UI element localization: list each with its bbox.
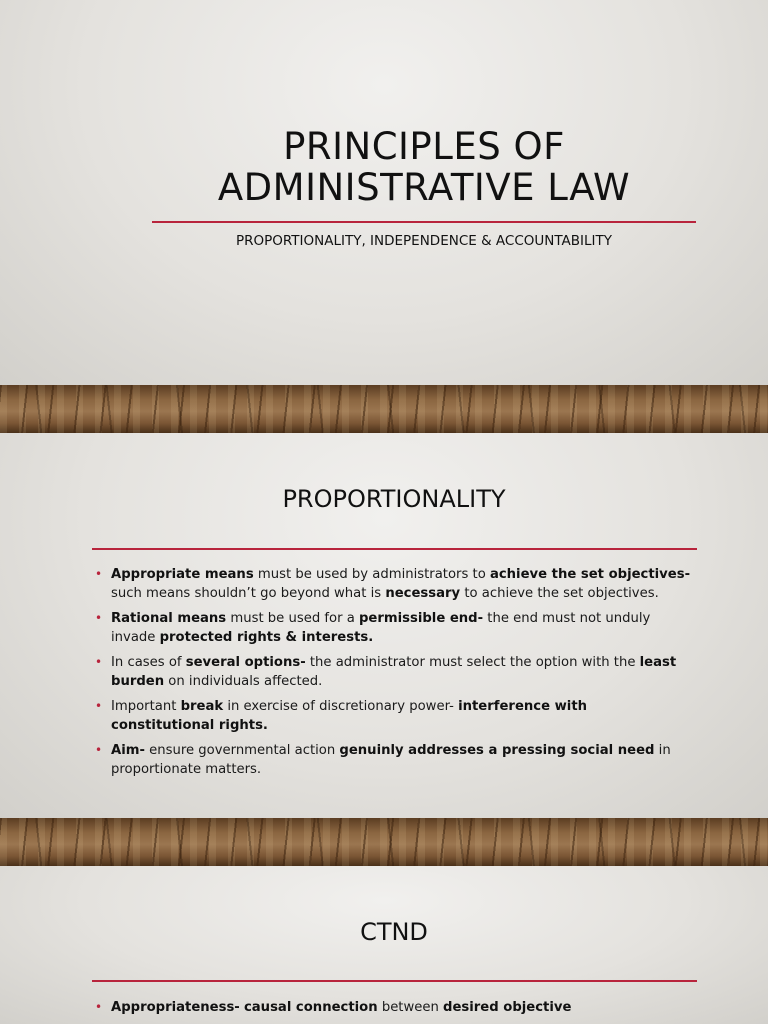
bullet-item bbox=[92, 653, 692, 691]
slide-title: PROPORTIONALITY bbox=[282, 485, 506, 513]
bullet-item bbox=[92, 741, 692, 779]
bullet-text: between bbox=[377, 1000, 444, 1015]
bullet-item bbox=[92, 697, 692, 735]
wood-floor-divider bbox=[0, 385, 768, 433]
bullet-icon: • bbox=[95, 567, 103, 581]
title-divider bbox=[92, 548, 697, 550]
bullet-item bbox=[92, 565, 692, 603]
bullet-emphasis: desired objective bbox=[443, 1000, 572, 1015]
bullet-text: the administrator must select the option with the bbox=[305, 655, 640, 670]
bullet-icon: • bbox=[95, 655, 103, 669]
slide-title: CTND bbox=[360, 918, 428, 946]
title-divider bbox=[92, 980, 697, 982]
bullet-emphasis: several options- bbox=[185, 655, 306, 670]
bullet-emphasis: Appropriate means bbox=[111, 567, 254, 582]
bullet-emphasis: Aim- bbox=[111, 743, 145, 758]
bullet-emphasis: necessary bbox=[385, 586, 461, 601]
bullet-emphasis: least burden bbox=[111, 655, 677, 689]
bullet-text: on individuals affected. bbox=[164, 674, 323, 689]
bullet-emphasis: permissible end- bbox=[358, 611, 484, 626]
bullet-text: ensure governmental action bbox=[144, 743, 340, 758]
wood-floor-divider bbox=[0, 818, 768, 866]
bullet-list bbox=[92, 998, 692, 1023]
bullet-emphasis: break bbox=[180, 699, 224, 714]
bullet-text: must be used by administrators to bbox=[253, 567, 490, 582]
slide-title bbox=[150, 126, 698, 208]
bullet-icon: • bbox=[95, 743, 103, 757]
bullet-emphasis: genuinly addresses a pressing social need bbox=[339, 743, 655, 758]
bullet-text: such means shouldn’t go beyond what is bbox=[111, 586, 386, 601]
bullet-item bbox=[92, 609, 692, 647]
bullet-emphasis: achieve the set objectives- bbox=[489, 567, 691, 582]
bullet-list bbox=[92, 565, 692, 785]
bullet-text: in exercise of discretionary power- bbox=[223, 699, 459, 714]
bullet-item bbox=[92, 998, 692, 1017]
title-line-1: PRINCIPLES OF bbox=[283, 125, 565, 168]
bullet-text: the end must not unduly invade bbox=[111, 611, 651, 645]
bullet-text: in proportionate matters. bbox=[111, 743, 671, 777]
ctnd-slide bbox=[0, 866, 768, 1024]
bullet-text: In cases of bbox=[111, 655, 186, 670]
bullet-text: must be used for a bbox=[226, 611, 359, 626]
bullet-emphasis: Rational means bbox=[111, 611, 227, 626]
title-line-2: ADMINISTRATIVE LAW bbox=[217, 166, 631, 209]
bullet-icon: • bbox=[95, 699, 103, 713]
bullet-icon: • bbox=[95, 611, 103, 625]
bullet-emphasis: causal connection bbox=[243, 1000, 378, 1015]
bullet-icon: • bbox=[95, 1000, 103, 1014]
bullet-text: to achieve the set objectives. bbox=[460, 586, 659, 601]
bullet-text: Important bbox=[111, 699, 181, 714]
slide-subtitle: PROPORTIONALITY, INDEPENDENCE & ACCOUNTABILITY bbox=[235, 233, 613, 249]
bullet-emphasis: interference with constitutional rights. bbox=[111, 699, 588, 733]
bullet-emphasis: protected rights & interests. bbox=[159, 630, 374, 645]
title-divider bbox=[152, 221, 696, 223]
title-slide bbox=[0, 0, 768, 385]
proportionality-slide bbox=[0, 433, 768, 818]
bullet-emphasis: Appropriateness- bbox=[111, 1000, 240, 1015]
